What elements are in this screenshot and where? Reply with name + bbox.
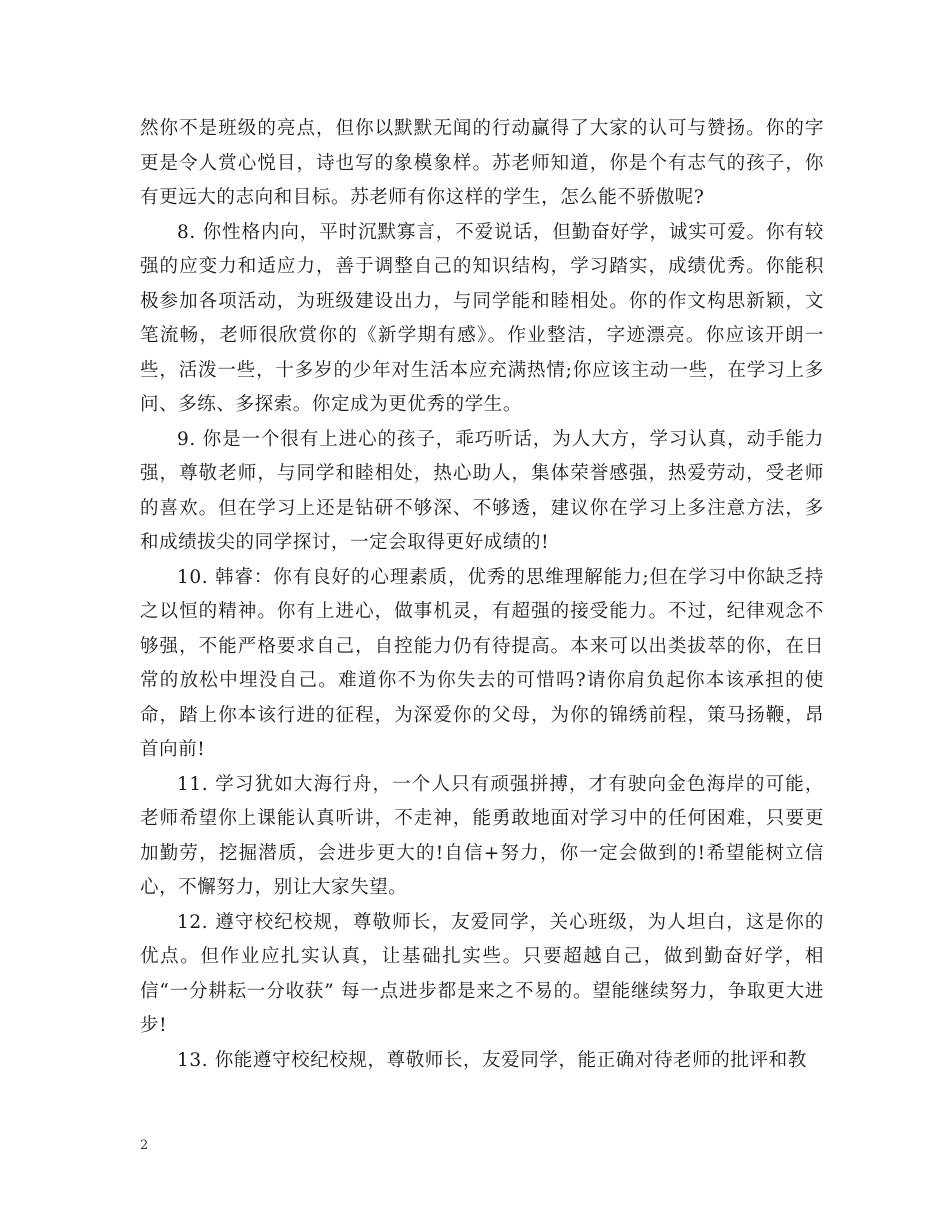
paragraph-comment-12: 12. 遵守校纪校规，尊敬师长，友爱同学，关心班级，为人坦白，这是你的优点。但作业应扎实认真，让基础扎实些。只要超越自己，做到勤奋好学，相信“一分耕耘一分收获” 每一点进步都是来之不易的。望能继续努力，争取更大进步! (140, 911, 824, 1036)
paragraph-comment-10: 10. 韩睿：你有良好的心理素质，优秀的思维理解能力;但在学习中你缺乏持之以恒的精神。你有上进心，做事机灵，有超强的接受能力。不过，纪律观念不够强，不能严格要求自己，自控能力仍有待提高。本来可以出类拔萃的你，在日常的放松中埋没自己。难道你不为你失去的可惜吗?请你肩负起你本该承担的使命，踏上你本该行进的征程，为深爱你的父母，为你的锦绣前程，策马扬鞭，昂首向前! (140, 566, 824, 760)
page-number: 2 (140, 1138, 149, 1153)
paragraph-comment-13: 13. 你能遵守校纪校规，尊敬师长，友爱同学，能正确对待老师的批评和教 (177, 1049, 807, 1071)
paragraph-comment-11: 11. 学习犹如大海行舟，一个人只有顽强拼搏，才有驶向金色海岸的可能，老师希望你上课能认真听讲，不走神，能勇敢地面对学习中的任何困难，只要更加勤劳，挖掘潜质，会进步更大的!自信+努力，你一定会做到的!希望能树立信心，不懈努力，别让大家失望。 (140, 773, 824, 898)
document-body (140, 112, 824, 1078)
paragraph-comment-8: 8. 你性格内向，平时沉默寡言，不爱说话，但勤奋好学，诚实可爱。你有较强的应变力和适应力，善于调整自己的知识结构，学习踏实，成绩优秀。你能积极参加各项活动，为班级建设出力，与同学能和睦相处。你的作文构思新颖，文笔流畅，老师很欣赏你的《新学期有感》。作业整洁，字迹漂亮。你应该开朗一些，活泼一些，十多岁的少年对生活本应充满热情;你应该主动一些，在学习上多问、多练、多探索。你定成为更优秀的学生。 (140, 221, 824, 415)
paragraph-continuation: 然你不是班级的亮点，但你以默默无闻的行动赢得了大家的认可与赞扬。你的字更是令人赏心悦目，诗也写的象模象样。苏老师知道，你是个有志气的孩子，你有更远大的志向和目标。苏老师有你这样的学生，怎么能不骄傲呢? (140, 118, 824, 208)
paragraph-comment-9: 9. 你是一个很有上进心的孩子，乖巧听话，为人大方，学习认真，动手能力强，尊敬老师，与同学和睦相处，热心助人，集体荣誉感强，热爱劳动，受老师的喜欢。但在学习上还是钻研不够深、不够透，建议你在学习上多注意方法，多和成绩拔尖的同学探讨，一定会取得更好成绩的! (140, 428, 824, 553)
